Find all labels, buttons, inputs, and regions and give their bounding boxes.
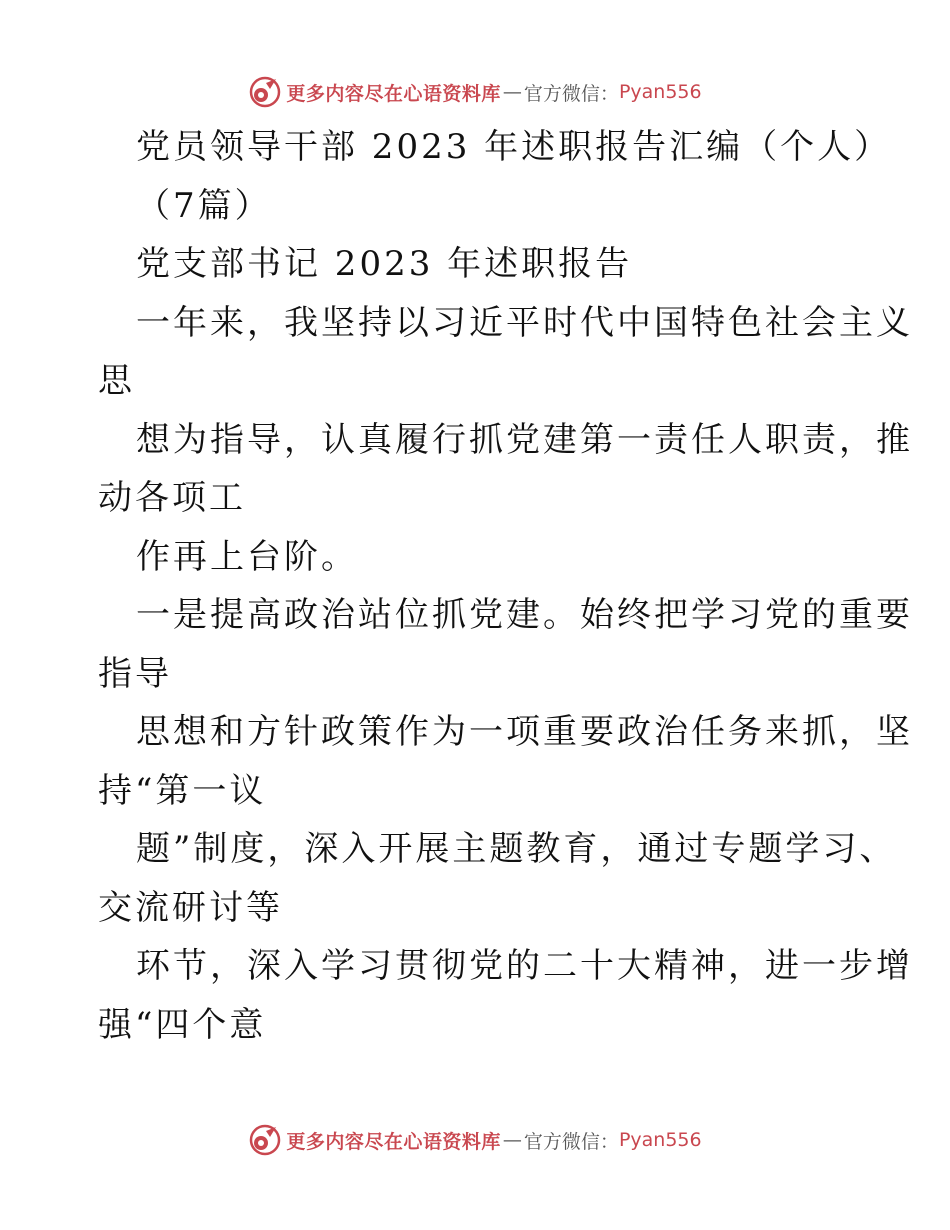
- paragraph-line: 持“第一议: [98, 770, 267, 811]
- header-banner: [0, 72, 950, 112]
- brand-logo-icon: [248, 75, 282, 109]
- paragraph-line: 一是提高政治站位抓党建。始终把学习党的重要: [136, 595, 913, 635]
- brand-text: 更多内容尽在心语资料库: [286, 82, 501, 105]
- paragraph-line: 动各项工: [98, 478, 246, 518]
- paragraph-line: 强“四个意: [98, 1004, 267, 1045]
- paragraph-line: 思想和方针政策作为一项重要政治任务来抓，坚: [136, 712, 913, 752]
- banner-separator: —: [502, 1129, 522, 1151]
- paragraph-line: 交流研讨等: [98, 887, 283, 928]
- paragraph-line: 作再上台阶。: [136, 536, 358, 577]
- paragraph-line: 思: [98, 361, 135, 401]
- paragraph-line: 环节，深入学习贯彻党的二十大精神，进一步增: [136, 946, 913, 986]
- paragraph-line: 指导: [98, 653, 172, 694]
- brand-logo-icon: [248, 1123, 282, 1157]
- section-heading: 党支部书记 2023 年述职报告: [136, 244, 633, 284]
- brand-text: 更多内容尽在心语资料库: [286, 1130, 501, 1153]
- wechat-label: 官方微信：: [523, 82, 619, 105]
- paragraph-line: 想为指导，认真履行抓党建第一责任人职责，推: [136, 419, 913, 460]
- banner-separator: —: [502, 81, 522, 103]
- paragraph-line: 一年来，我坚持以习近平时代中国特色社会主义: [136, 302, 913, 343]
- wechat-label: 官方微信：: [523, 1130, 619, 1153]
- wechat-id: Pyan556: [618, 1129, 702, 1151]
- document-title-count: （7篇）: [136, 185, 272, 226]
- document-title: 党员领导干部 2023 年述职报告汇编（个人）: [136, 127, 892, 167]
- paragraph-line: 题”制度，深入开展主题教育，通过专题学习、: [136, 829, 897, 869]
- document-body: [98, 118, 913, 1054]
- wechat-id: Pyan556: [618, 81, 702, 103]
- footer-banner: [0, 1120, 950, 1160]
